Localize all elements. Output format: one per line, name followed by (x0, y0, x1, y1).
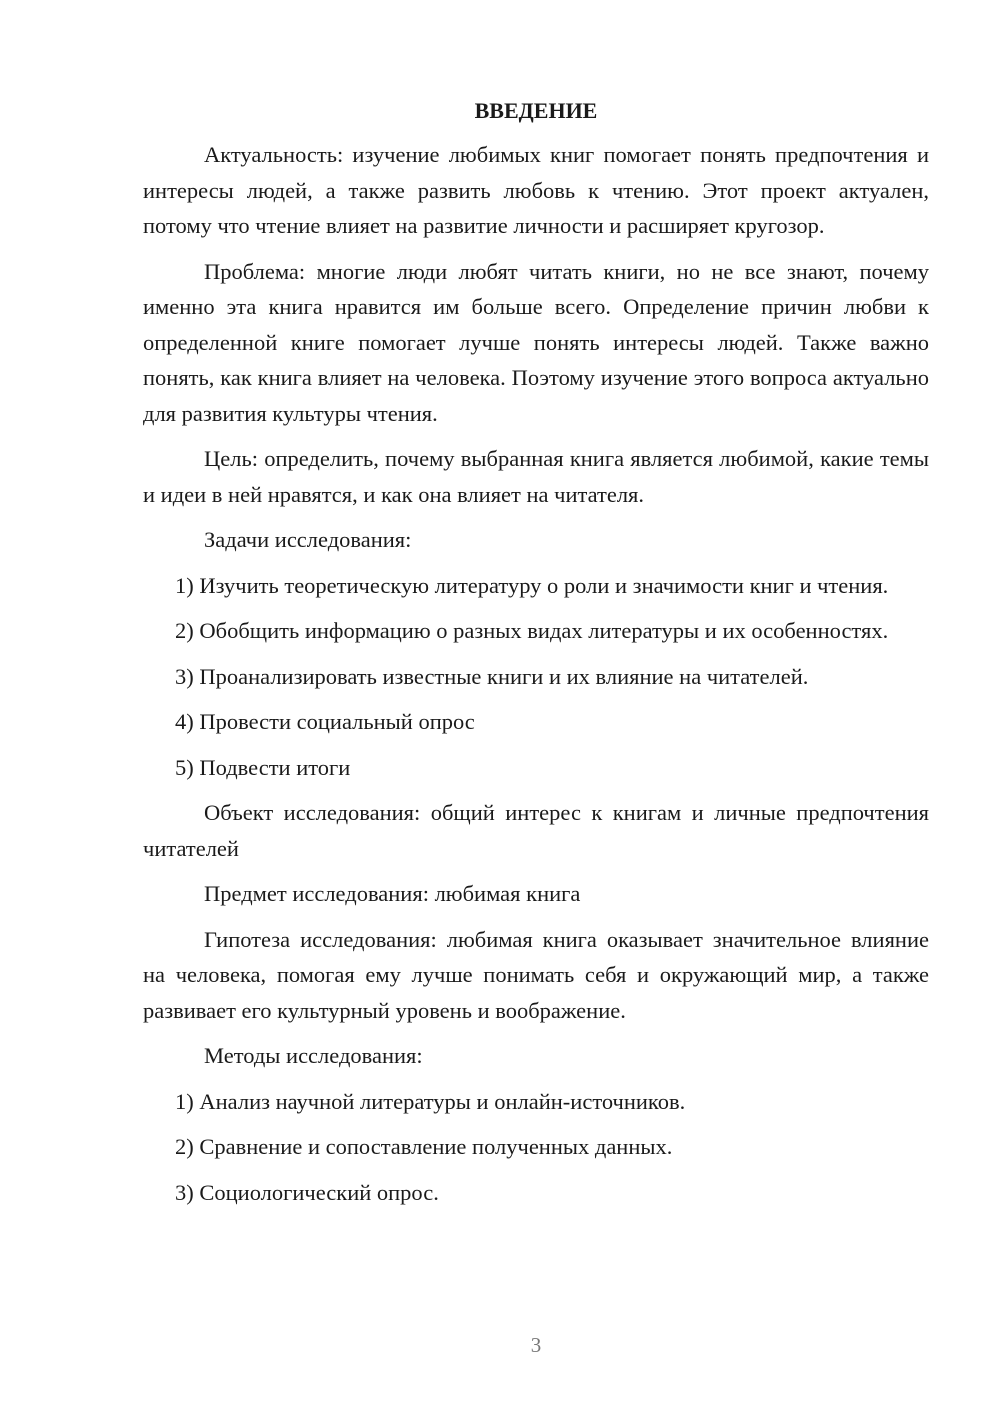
object-paragraph: Объект исследования: общий интерес к книгам и личные предпочтения читателей (143, 800, 929, 861)
problem-paragraph: Проблема: многие люди любят читать книги, но не все знают, почему именно эта книга нравится им больше всего. Определение причин любви к определенной книге помогает лучше понять интересы людей. Также важно понять, как книга влияет на человека. Поэтому изучение этого вопроса актуально для развития культуры чтения. (143, 258, 929, 426)
method-item-3: 3) Социологический опрос. (175, 1179, 439, 1205)
document-page (143, 95, 929, 1220)
task-item-2: 2) Обобщить информацию о разных видах литературы и их особенностях. (175, 618, 889, 643)
hypothesis-paragraph: Гипотеза исследования: любимая книга оказывает значительное влияние на человека, помогая ему лучше понимать себя и окружающий мир, а также развивает его культурный уровень и воображение. (143, 926, 929, 1023)
method-item-1: 1) Анализ научной литературы и онлайн-источников. (175, 1088, 686, 1114)
task-item-5: 5) Подвести итоги (175, 754, 351, 780)
method-item-2: 2) Сравнение и сопоставление полученных данных. (175, 1134, 673, 1159)
relevance-paragraph: Актуальность: изучение любимых книг помогает понять предпочтения и интересы людей, а также развить любовь к чтению. Этот проект актуален, потому что чтение влияет на развитие личности и расширяет кругозор. (143, 142, 929, 238)
task-item-4: 4) Провести социальный опрос (175, 709, 475, 734)
section-title: ВВЕДЕНИЕ (474, 98, 598, 123)
goal-paragraph: Цель: определить, почему выбранная книга является любимой, какие темы и идеи в ней нравятся, и как она влияет на читателя. (143, 446, 929, 507)
subject-paragraph: Предмет исследования: любимая книга (204, 881, 581, 906)
task-item-3: 3) Проанализировать известные книги и их влияние на читателей. (175, 663, 809, 689)
page-number: 3 (530, 1333, 542, 1357)
tasks-heading: Задачи исследования: (204, 527, 412, 552)
methods-heading: Методы исследования: (204, 1043, 423, 1068)
task-item-1: 1) Изучить теоретическую литературу о роли и значимости книг и чтения. (175, 572, 889, 598)
